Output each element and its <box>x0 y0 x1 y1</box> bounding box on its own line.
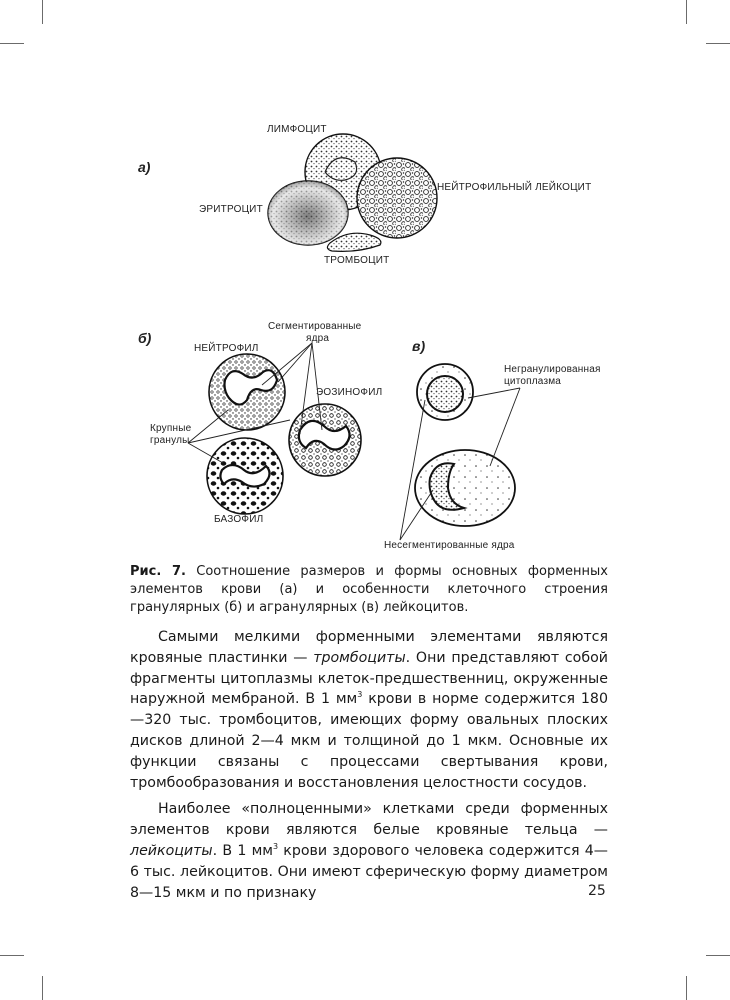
page-number: 25 <box>588 883 606 899</box>
label-segmented-nuclei-1: Сегментированные <box>268 321 362 332</box>
panel-v-label: в) <box>412 338 426 354</box>
panel-a-label: а) <box>138 159 151 175</box>
term-thrombocytes: тромбоциты <box>313 649 406 666</box>
panel-a-cells <box>268 134 437 251</box>
label-lymphocyte: ЛИМФОЦИТ <box>267 124 327 135</box>
caption-text: Соотношение размеров и формы основных форменных элементов крови (а) и особенности клеточного строения гранулярных (б) и агранулярных (в) лейкоцитов. <box>130 564 608 615</box>
panel-b-label: б) <box>138 330 152 346</box>
label-basophil: БАЗОФИЛ <box>214 514 264 525</box>
label-large-granules-2: гранулы <box>150 435 190 446</box>
label-neutrophil: НЕЙТРОФИЛ <box>194 343 259 354</box>
label-neutrophil-leukocyte: НЕЙТРОФИЛЬНЫЙ ЛЕЙКОЦИТ <box>437 182 592 193</box>
label-nongranular-1: Негранулированная <box>504 364 601 375</box>
term-leukocytes: лейкоциты <box>130 842 213 859</box>
figure-caption <box>130 563 608 617</box>
crop-mark <box>0 955 24 956</box>
label-eosinophil: ЭОЗИНОФИЛ <box>316 387 383 398</box>
paragraph-2: Наиболее «полноценными» клетками среди форменных элементов крови являются белые кровяные тельца — лейкоциты. В 1 $мм^3$ крови здорового человека содержится 4—6 тыс. лейкоцитов. Они имеют сферическую форму диаметром 8—15 мкм и по признаку <box>130 801 608 901</box>
caption-label: Рис. 7. <box>130 564 186 579</box>
label-nonsegmented-nuclei: Несегментированные ядра <box>384 540 515 551</box>
label-nongranular-2: цитоплазма <box>504 376 562 387</box>
panel-v-cells <box>415 364 515 526</box>
crop-mark <box>42 976 43 1000</box>
label-segmented-nuclei-2: ядра <box>306 333 330 344</box>
neutrophil-leukocyte-cell <box>357 158 437 238</box>
label-thrombocyte: ТРОМБОЦИТ <box>324 255 390 266</box>
body-text <box>130 627 608 903</box>
crop-mark <box>706 955 730 956</box>
label-large-granules-1: Крупные <box>150 423 192 434</box>
panel-b-cells <box>207 354 361 514</box>
paragraph-1: Самыми мелкими форменными элементами являются кровяные пластинки — тромбоциты. Они представляют собой фрагменты цитоплазмы клеток-предшественниц, окруженные наружной мембраной. В 1 $мм^3$ крови в норме содержится 180—320 тыс. тромбоцитов, имеющих форму овальных плоских дисков длиной 2—4 мкм и толщиной до 1 мкм. Основные их функции связаны с процессами свертывания крови, тромбообразования и восстановления целостности сосудов. <box>130 629 608 791</box>
label-erythrocyte: ЭРИТРОЦИТ <box>199 204 263 215</box>
crop-mark <box>686 976 687 1000</box>
